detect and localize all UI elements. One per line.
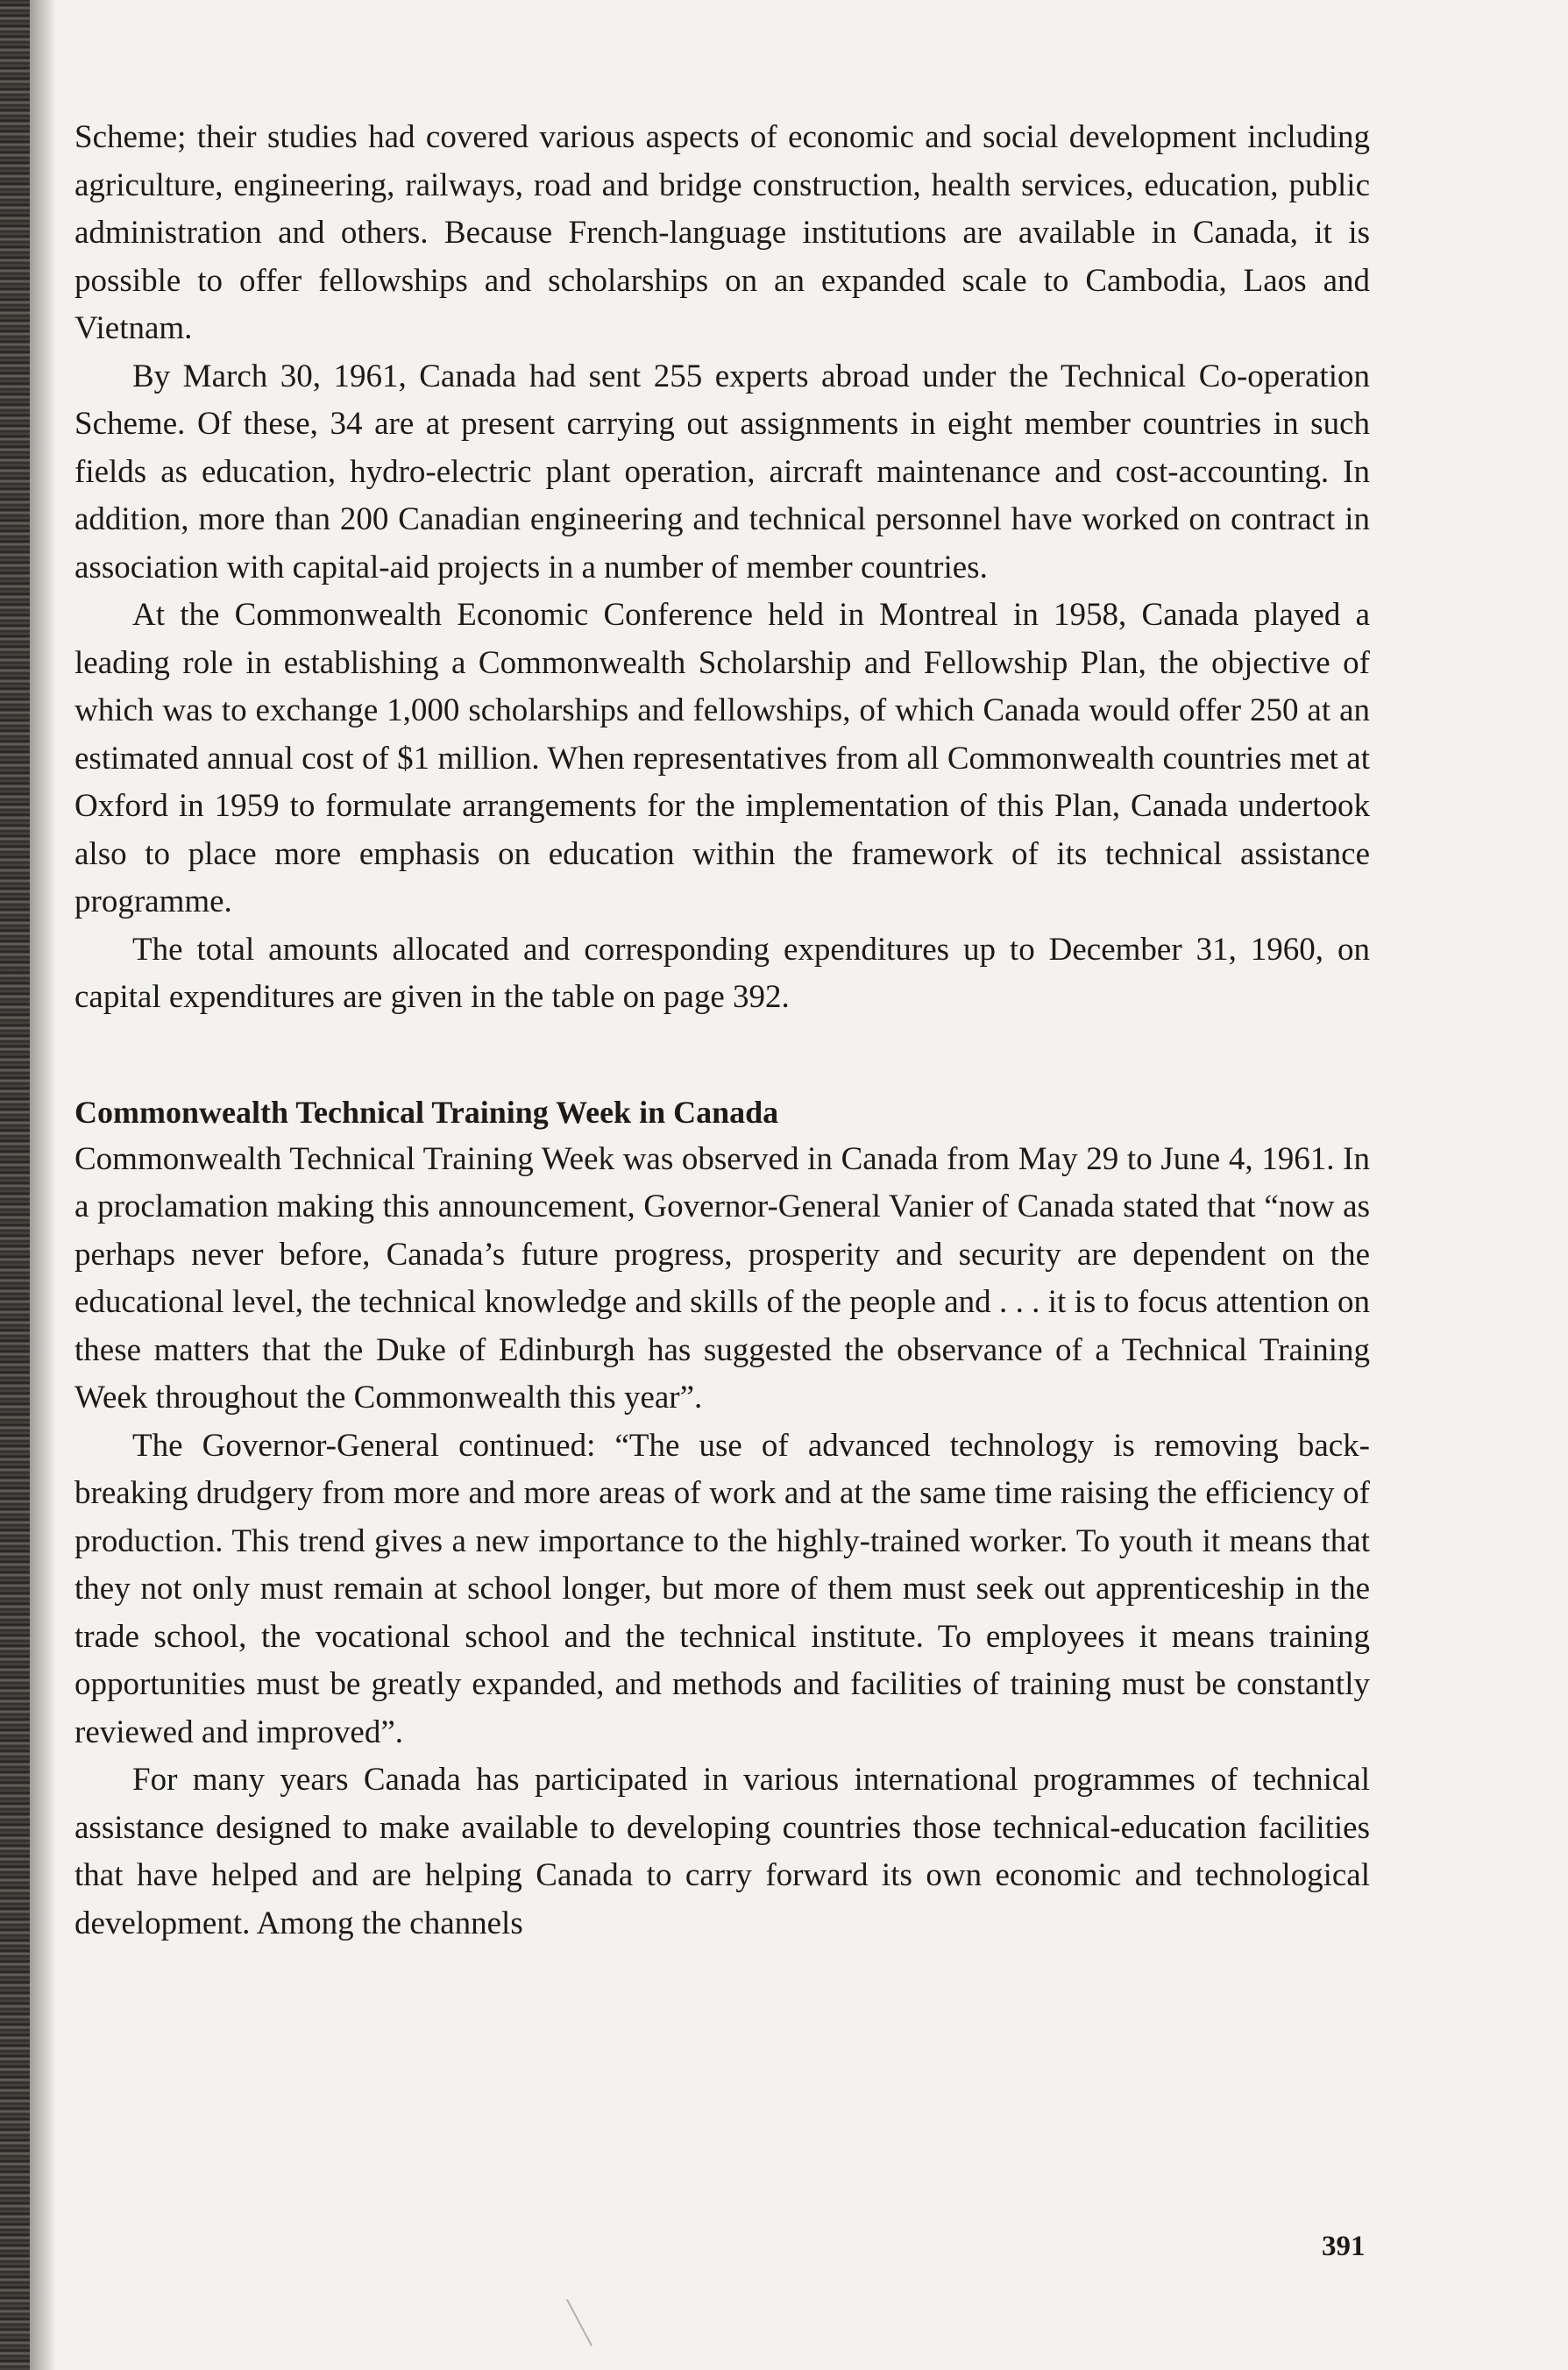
paragraph-capital-expenditures: The total amounts allocated and corresponding expenditures up to December 31, 1960, on capital expenditures are given in the table on page 392. [74, 931, 1370, 1015]
paragraph-training-week: Commonwealth Technical Training Week was observed in Canada from May 29 to June 4, 1961. In a proclamation making this announcement, Governor-General Vanier of Canada stated that “now as perhaps never before, Canada’s future progress, prosperity and security are dependent on the educational level, the technical knowledge and skills of the people and . . . it is to focus attention on these matters that the Duke of Edinburgh has suggested the observance of a Technical Training Week throughout the Commonwealth this year”. [74, 1140, 1370, 1416]
page-body [74, 114, 1370, 1948]
paragraph-scholarship-plan: At the Commonwealth Economic Conference held in Montreal in 1958, Canada played a leading role in establishing a Commonwealth Scholarship and Fellowship Plan, the objective of which was to exchange 1,000 scholarships and fellowships, of which Canada would offer 250 at an estimated annual cost of $1 million. When representatives from all Commonwealth countries met at Oxford in 1959 to formulate arrangements for the implementation of this Plan, Canada undertook also to place more emphasis on education within the framework of its technical assistance programme. [74, 597, 1370, 919]
stray-pencil-mark [566, 2299, 592, 2346]
paragraph-continued-scheme: Scheme; their studies had covered various aspects of economic and social development including agriculture, engineering, railways, road and bridge construction, health services, education, public administration and others. Because French-language institutions are available in Canada, it is possible to offer fellowships and scholarships on an expanded scale to Cambodia, Laos and Vietnam. [74, 119, 1370, 346]
paragraph-governor-general-quote: The Governor-General continued: “The use of advanced technology is removing back-breaking drudgery from more and more areas of work and at the same time raising the efficiency of production. This trend gives a new importance to the highly-trained worker. To youth it means that they not only must remain at school longer, but more of them must seek out apprenticeship in the trade school, the vocational school and the technical institute. To employees it means training opportunities must be greatly expanded, and methods and facilities of training must be constantly reviewed and improved”. [74, 1427, 1370, 1750]
book-binding-edge [0, 0, 30, 2370]
paragraph-international-programmes: For many years Canada has participated in various international programmes of technical assistance designed to make available to developing countries those technical-education facilities that have helped and are helping Canada to carry forward its own economic and technological development. Among the channels [74, 1762, 1370, 1941]
paragraph-experts-abroad: By March 30, 1961, Canada had sent 255 experts abroad under the Technical Co-operation Scheme. Of these, 34 are at present carrying out assignments in eight member countries in such fields as education, hydro-electric plant operation, aircraft maintenance and cost-accounting. In addition, more than 200 Canadian engineering and technical personnel have worked on contract in association with capital-aid projects in a number of member countries. [74, 358, 1370, 585]
section-heading: Commonwealth Technical Training Week in Canada [74, 1094, 779, 1130]
page-number: 391 [1322, 2231, 1366, 2262]
binding-shadow [30, 0, 56, 2370]
